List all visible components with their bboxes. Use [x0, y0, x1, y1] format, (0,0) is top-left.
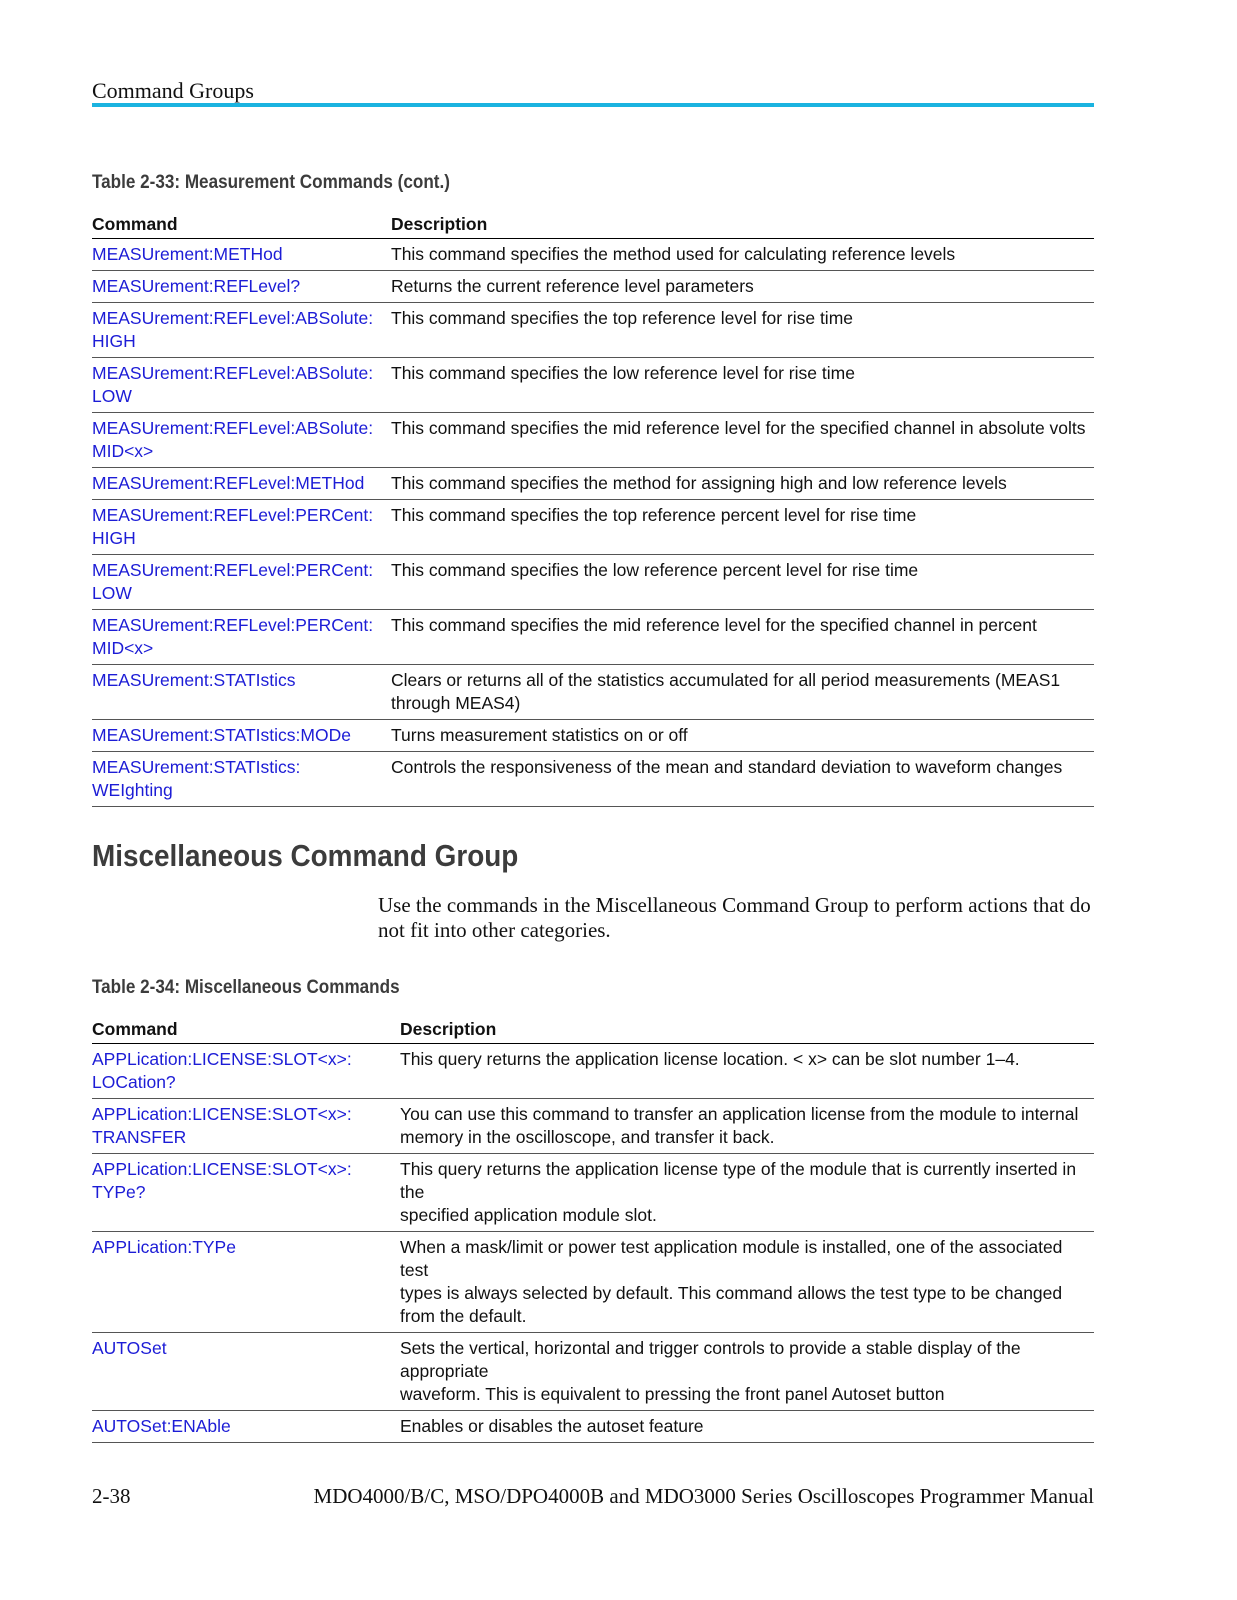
command-text-line: APPLication:LICENSE:SLOT<x>: — [92, 1104, 352, 1124]
command-text-line: LOW — [92, 386, 132, 406]
command-link[interactable] — [92, 1044, 400, 1098]
command-text-line: MEASUrement:REFLevel:ABSolute: — [92, 418, 374, 438]
running-header: Command Groups — [92, 78, 254, 103]
header-rule — [92, 103, 1094, 107]
command-link[interactable] — [92, 665, 391, 719]
command-link[interactable] — [92, 1099, 400, 1153]
table-caption-measurement: Table 2-33: Measurement Commands (cont.) — [92, 172, 450, 193]
command-text-line: APPLication:LICENSE:SLOT<x>: — [92, 1159, 352, 1179]
command-text-line: MEASUrement:REFLevel:ABSolute: — [92, 308, 374, 328]
table-row — [92, 271, 1094, 303]
column-header-command: Command — [92, 1019, 178, 1039]
command-description — [391, 665, 1094, 719]
command-description — [391, 752, 1094, 806]
table-header-row — [92, 1017, 1094, 1044]
command-description — [400, 1154, 1094, 1231]
command-text-line: TRANSFER — [92, 1127, 187, 1147]
measurement-commands-table — [92, 212, 1094, 807]
table-row — [92, 720, 1094, 752]
command-description — [391, 239, 1094, 270]
description-text-line: This command specifies the low reference percent level for rise time — [391, 560, 919, 580]
description-text-line: When a mask/limit or power test application module is installed, one of the associated test — [400, 1237, 1063, 1280]
description-text-line: This query returns the application license type of the module that is currently inserted in the — [400, 1159, 1077, 1202]
command-text-line: AUTOSet — [92, 1338, 167, 1358]
section-intro: Use the commands in the Miscellaneous Command Group to perform actions that do not fit into other categories. — [378, 893, 1091, 942]
command-link[interactable] — [92, 413, 391, 467]
description-text-line: This command specifies the method for assigning high and low reference levels — [391, 473, 1007, 493]
command-description — [391, 610, 1094, 664]
command-link[interactable] — [92, 303, 391, 357]
command-link[interactable] — [92, 752, 391, 806]
section-heading: Miscellaneous Command Group — [92, 838, 519, 873]
command-text-line: MEASUrement:REFLevel? — [92, 276, 301, 296]
command-description — [400, 1333, 1094, 1410]
command-link[interactable] — [92, 358, 391, 412]
description-text-line: Sets the vertical, horizontal and trigger controls to provide a stable display of the appropriate — [400, 1338, 1021, 1381]
table-row — [92, 752, 1094, 807]
table-caption-miscellaneous: Table 2-34: Miscellaneous Commands — [92, 977, 400, 998]
table-row — [92, 1333, 1094, 1411]
command-text-line: MEASUrement:REFLevel:PERCent: — [92, 505, 374, 525]
command-link[interactable] — [92, 468, 391, 499]
table-row — [92, 1154, 1094, 1232]
description-text-line: waveform. This is equivalent to pressing the front panel Autoset button — [400, 1384, 945, 1404]
description-text-line: types is always selected by default. This command allows the test type to be changed — [400, 1283, 1063, 1303]
table-row — [92, 1099, 1094, 1154]
description-text-line: memory in the oscilloscope, and transfer it back. — [400, 1127, 775, 1147]
command-description — [400, 1411, 1094, 1442]
table-row — [92, 665, 1094, 720]
command-link[interactable] — [92, 555, 391, 609]
command-text-line: MEASUrement:STATIstics: — [92, 757, 301, 777]
command-description — [391, 358, 1094, 412]
command-description — [391, 555, 1094, 609]
command-text-line: MEASUrement:REFLevel:PERCent: — [92, 560, 374, 580]
table-row — [92, 239, 1094, 271]
command-link[interactable] — [92, 610, 391, 664]
page-number: 2-38 — [92, 1484, 131, 1508]
command-text-line: HIGH — [92, 331, 136, 351]
description-text-line: Clears or returns all of the statistics accumulated for all period measurements (MEAS1 — [391, 670, 1061, 690]
table-body — [92, 1044, 1094, 1443]
command-link[interactable] — [92, 500, 391, 554]
command-text-line: MID<x> — [92, 638, 154, 658]
description-text-line: Controls the responsiveness of the mean and standard deviation to waveform changes — [391, 757, 1063, 777]
table-row — [92, 1044, 1094, 1099]
command-link[interactable] — [92, 1154, 400, 1231]
description-text-line: This command specifies the method used for calculating reference levels — [391, 244, 956, 264]
description-text-line: Returns the current reference level parameters — [391, 276, 754, 296]
description-text-line: You can use this command to transfer an application license from the module to internal — [400, 1104, 1079, 1124]
table-row — [92, 358, 1094, 413]
command-description — [391, 500, 1094, 554]
command-text-line: APPLication:LICENSE:SLOT<x>: — [92, 1049, 352, 1069]
description-text-line: This command specifies the mid reference level for the specified channel in absolute volts — [391, 418, 1086, 438]
command-description — [400, 1044, 1094, 1098]
table-row — [92, 413, 1094, 468]
command-text-line: HIGH — [92, 528, 136, 548]
table-row — [92, 468, 1094, 500]
table-row — [92, 610, 1094, 665]
description-text-line: from the default. — [400, 1306, 527, 1326]
command-description — [391, 468, 1094, 499]
command-text-line: MEASUrement:REFLevel:METHod — [92, 473, 365, 493]
command-text-line: MEASUrement:REFLevel:PERCent: — [92, 615, 374, 635]
table-row — [92, 303, 1094, 358]
command-description — [391, 271, 1094, 302]
command-link[interactable] — [92, 720, 391, 751]
command-link[interactable] — [92, 1333, 400, 1410]
description-text-line: specified application module slot. — [400, 1205, 657, 1225]
miscellaneous-commands-table — [92, 1017, 1094, 1443]
command-description — [391, 720, 1094, 751]
command-link[interactable] — [92, 1411, 400, 1442]
command-text-line: MEASUrement:METHod — [92, 244, 283, 264]
command-link[interactable] — [92, 271, 391, 302]
table-row — [92, 500, 1094, 555]
description-text-line: This command specifies the top reference percent level for rise time — [391, 505, 917, 525]
description-text-line: This command specifies the low reference level for rise time — [391, 363, 855, 383]
command-description — [391, 303, 1094, 357]
command-link[interactable] — [92, 1232, 400, 1332]
command-text-line: MEASUrement:STATIstics — [92, 670, 296, 690]
command-text-line: LOCation? — [92, 1072, 176, 1092]
command-text-line: WEIghting — [92, 780, 173, 800]
column-header-command: Command — [92, 214, 178, 234]
table-row — [92, 555, 1094, 610]
command-text-line: LOW — [92, 583, 132, 603]
command-text-line: AUTOSet:ENAble — [92, 1416, 231, 1436]
command-text-line: APPLication:TYPe — [92, 1237, 236, 1257]
column-header-description: Description — [400, 1019, 497, 1039]
table-header-row — [92, 212, 1094, 239]
command-description — [400, 1099, 1094, 1153]
description-text-line: Enables or disables the autoset feature — [400, 1416, 704, 1436]
command-description — [400, 1232, 1094, 1332]
description-text-line: This query returns the application license location. < x> can be slot number 1–4. — [400, 1049, 1020, 1069]
command-description — [391, 413, 1094, 467]
table-body — [92, 239, 1094, 807]
command-text-line: MEASUrement:STATIstics:MODe — [92, 725, 351, 745]
command-text-line: TYPe? — [92, 1182, 146, 1202]
command-link[interactable] — [92, 239, 391, 270]
table-row — [92, 1232, 1094, 1333]
column-header-description: Description — [391, 214, 488, 234]
description-text-line: This command specifies the mid reference level for the specified channel in percent — [391, 615, 1037, 635]
command-text-line: MEASUrement:REFLevel:ABSolute: — [92, 363, 374, 383]
table-row — [92, 1411, 1094, 1443]
command-text-line: MID<x> — [92, 441, 154, 461]
description-text-line: This command specifies the top reference level for rise time — [391, 308, 853, 328]
manual-title: MDO4000/B/C, MSO/DPO4000B and MDO3000 Series Oscilloscopes Programmer Manual — [313, 1484, 1094, 1508]
description-text-line: through MEAS4) — [391, 693, 521, 713]
description-text-line: Turns measurement statistics on or off — [391, 725, 688, 745]
